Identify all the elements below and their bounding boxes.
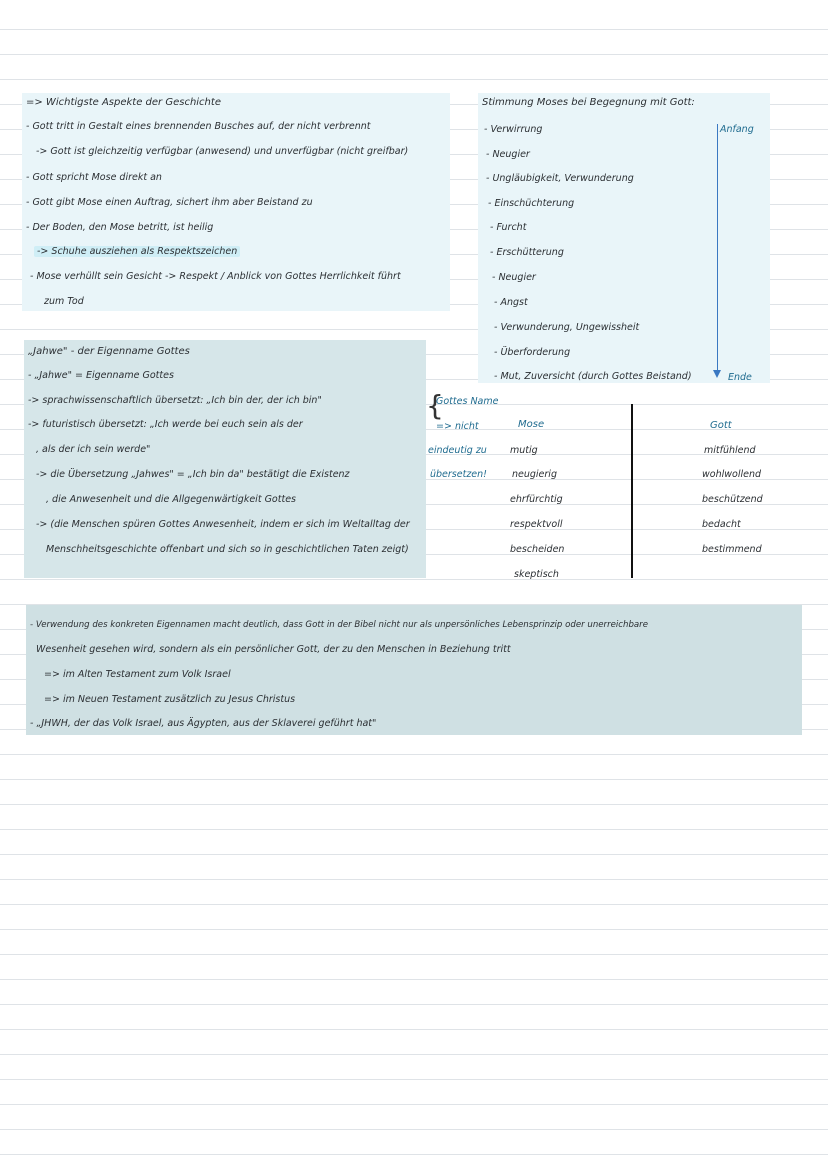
gott-trait: beschützend xyxy=(702,494,763,505)
aspekte-line: - Mose verhüllt sein Gesicht -> Respekt / Anblick von Gottes Herrlichkeit führt xyxy=(30,271,401,282)
mose-trait: bescheiden xyxy=(510,544,565,555)
jahwe-line: -> die Übersetzung „Jahwes" = „Ich bin da" bestätigt die Existenz xyxy=(36,469,350,480)
stimmung-item: - Mut, Zuversicht (durch Gottes Beistand) xyxy=(494,371,692,382)
timeline-arrow-line xyxy=(717,124,718,370)
aspekte-line: - Gott spricht Mose direkt an xyxy=(26,172,162,183)
stimmung-item: - Ungläubigkeit, Verwunderung xyxy=(486,173,634,184)
eigenname-line: => im Neuen Testament zusätzlich zu Jesus Christus xyxy=(44,694,296,705)
stimmung-item: - Überforderung xyxy=(494,347,571,358)
stimmung-item: - Neugier xyxy=(486,149,530,160)
gott-trait: bedacht xyxy=(702,519,741,530)
eigenname-line: => im Alten Testament zum Volk Israel xyxy=(44,669,231,680)
gott-trait: wohlwollend xyxy=(702,469,761,480)
jahwe-line: - „Jahwe" = Eigenname Gottes xyxy=(28,370,174,381)
stimmung-item: - Verwirrung xyxy=(484,124,543,135)
jahwe-line: , die Anwesenheit und die Allgegenwärtigkeit Gottes xyxy=(46,494,296,505)
mose-trait: neugierig xyxy=(512,469,557,480)
mose-header: Mose xyxy=(518,419,545,430)
jahwe-line: -> (die Menschen spüren Gottes Anwesenheit, indem er sich im Weltalltag der xyxy=(36,519,410,530)
brace-icon: { xyxy=(426,389,444,422)
jahwe-title: „Jahwe" - der Eigenname Gottes xyxy=(28,346,190,357)
eigenname-line: - Verwendung des konkreten Eigennamen macht deutlich, dass Gott in der Bibel nicht nur als unpersönliches Lebensprinzip oder unerreichbare xyxy=(30,620,649,630)
mose-trait: respektvoll xyxy=(510,519,563,530)
aspekte-line: - Gott gibt Mose einen Auftrag, sichert ihm aber Beistand zu xyxy=(26,197,313,208)
aspekte-line: - Gott tritt in Gestalt eines brennenden Busches auf, der nicht verbrennt xyxy=(26,121,371,132)
stimmung-item: - Erschütterung xyxy=(490,247,564,258)
mose-trait: mutig xyxy=(510,445,538,456)
eigenname-line: Wesenheit gesehen wird, sondern als ein persönlicher Gott, der zu den Menschen in Beziehung tritt xyxy=(36,644,511,655)
gott-trait: mitfühlend xyxy=(704,445,756,456)
gott-header: Gott xyxy=(710,420,732,431)
brace-note: eindeutig zu xyxy=(428,445,487,456)
brace-note: Gottes Name xyxy=(436,396,499,407)
aspekte-line: -> Gott ist gleichzeitig verfügbar (anwesend) und unverfügbar (nicht greifbar) xyxy=(36,146,409,157)
comparison-divider xyxy=(631,404,633,578)
stimmung-item: - Neugier xyxy=(492,272,536,283)
jahwe-line: -> sprachwissenschaftlich übersetzt: „Ich bin der, der ich bin" xyxy=(28,395,322,406)
aspekte-line: zum Tod xyxy=(44,296,84,307)
jahwe-line: -> futuristisch übersetzt: „Ich werde bei euch sein als der xyxy=(28,419,303,430)
mose-trait: skeptisch xyxy=(514,569,559,580)
aspekte-line: - Der Boden, den Mose betritt, ist heilig xyxy=(26,222,214,233)
stimmung-item: - Angst xyxy=(494,297,528,308)
stimmung-item: - Einschüchterung xyxy=(488,198,575,209)
mose-trait: ehrfürchtig xyxy=(510,494,563,505)
jahwe-line: , als der ich sein werde" xyxy=(36,444,151,455)
gott-trait: bestimmend xyxy=(702,544,762,555)
stimmung-title: Stimmung Moses bei Begegnung mit Gott: xyxy=(482,97,695,108)
ende-label: Ende xyxy=(728,372,752,383)
stimmung-item: - Furcht xyxy=(490,222,527,233)
timeline-arrow-head-icon xyxy=(713,370,721,378)
stimmung-item: - Verwunderung, Ungewissheit xyxy=(494,322,640,333)
brace-note: => nicht xyxy=(436,421,479,432)
eigenname-line: - „JHWH, der das Volk Israel, aus Ägypten, aus der Sklaverei geführt hat" xyxy=(30,718,377,729)
anfang-label: Anfang xyxy=(720,124,754,135)
jahwe-line: Menschheitsgeschichte offenbart und sich so in geschichtlichen Taten zeigt) xyxy=(46,544,409,555)
brace-note: übersetzen! xyxy=(430,469,487,480)
aspekte-line: -> Schuhe ausziehen als Respektszeichen xyxy=(34,246,240,258)
aspekte-title: => Wichtigste Aspekte der Geschichte xyxy=(26,97,221,108)
highlight-box-stimmung xyxy=(478,93,770,383)
